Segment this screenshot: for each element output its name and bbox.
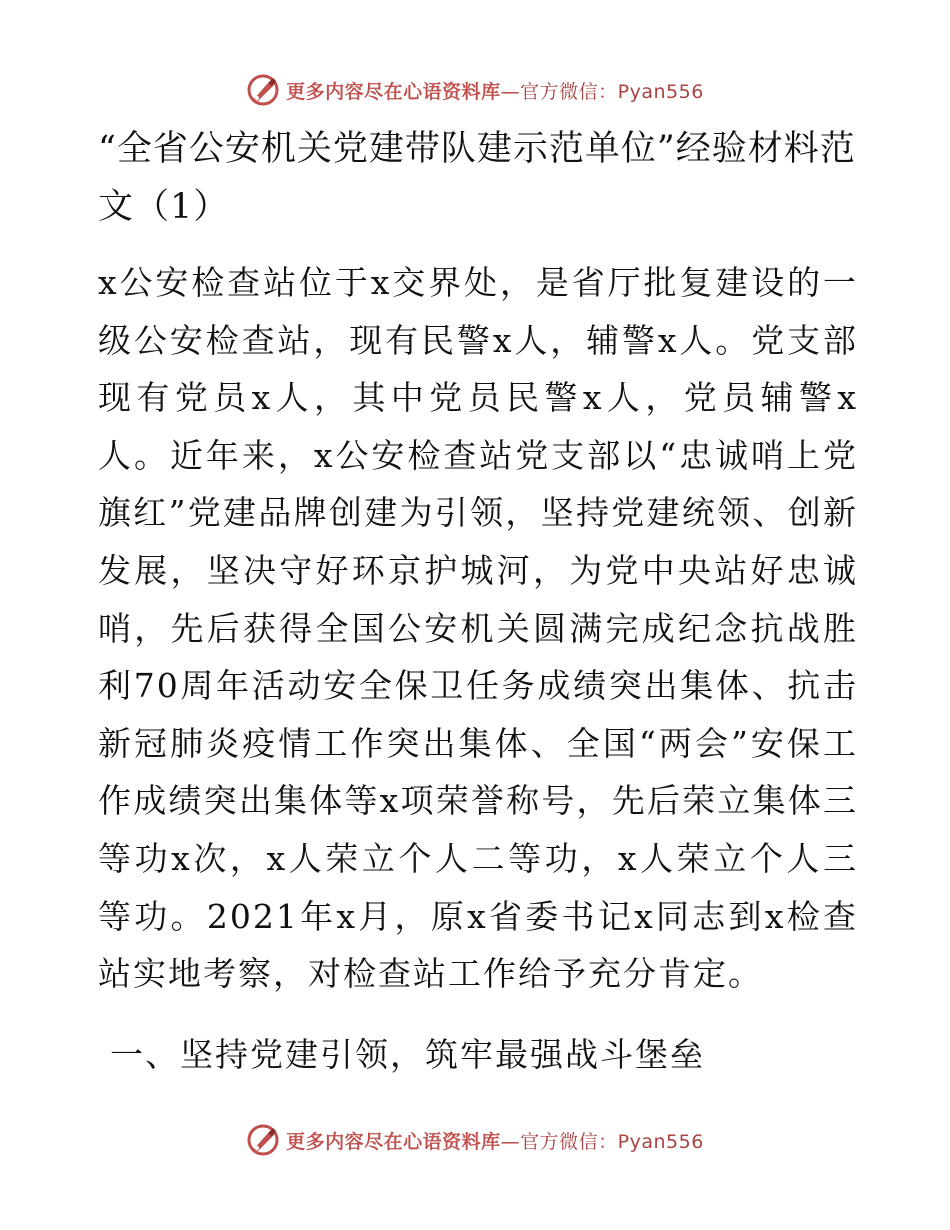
pen-logo-icon: [246, 1123, 280, 1157]
section-heading: 一、坚持党建引领，筑牢最强战斗堡垒: [110, 1035, 705, 1074]
watermark-text: 更多内容尽在心语资料库—官方微信：Pyan556: [286, 80, 704, 103]
pen-logo-icon: [246, 73, 280, 107]
intro-paragraph: x公安检查站位于x交界处，是省厅批复建设的一级公安检查站，现有民警x人，辅警x人。党支部现有党员x人，其中党员民警x人，党员辅警x人。近年来，x公安检查站党支部以“忠诚哨上党旗红”党建品牌创建为引领，坚持党建统领、创新发展，坚决守好环京护城河，为党中央站好忠诚哨，先后获得全国公安机关圆满完成纪念抗战胜利70周年活动安全保卫任务成绩突出集体、抗击新冠肺炎疫情工作突出集体、全国“两会”安保工作成绩突出集体等x项荣誉称号，先后荣立集体三等功x次，x人荣立个人二等功，x人荣立个人三等功。2021年x月，原x省委书记x同志到x检查站实地考察，对检查站工作给予充分肯定。: [98, 263, 858, 994]
watermark-banner-top: [0, 70, 950, 110]
document-title: “全省公安机关党建带队建示范单位”经验材料范文（1）: [98, 129, 856, 227]
watermark-text: 更多内容尽在心语资料库—官方微信：Pyan556: [286, 1130, 704, 1153]
watermark-banner-bottom: [0, 1120, 950, 1160]
